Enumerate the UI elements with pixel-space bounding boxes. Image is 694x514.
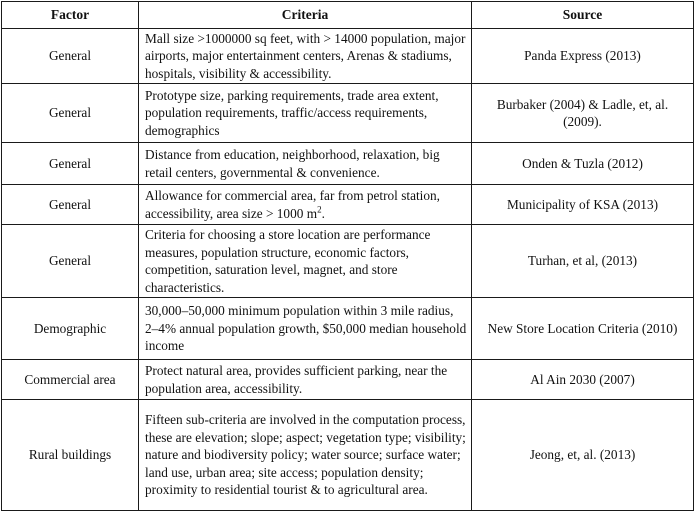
criteria-cell: Mall size >1000000 sq feet, with > 14000 population, major airports, major entertainment centers, Arenas & stadiums, hospitals, visibility & accessibility. — [139, 29, 472, 84]
criteria-cell: Protect natural area, provides sufficient parking, near the population area, accessibility. — [139, 360, 472, 400]
table-row — [2, 360, 694, 400]
source-cell: Al Ain 2030 (2007) — [472, 360, 694, 400]
criteria-cell: 30,000–50,000 minimum population within 3 mile radius, 2–4% annual population growth, $50,000 median household income — [139, 298, 472, 360]
criteria-cell: Distance from education, neighborhood, relaxation, big retail centers, governmental & convenience. — [139, 143, 472, 185]
source-cell: Municipality of KSA (2013) — [472, 185, 694, 225]
header-row — [2, 2, 694, 29]
source-cell: Onden & Tuzla (2012) — [472, 143, 694, 185]
criteria-table — [1, 1, 694, 511]
table-row — [2, 185, 694, 225]
criteria-cell — [139, 185, 472, 225]
table-row — [2, 298, 694, 360]
criteria-cell: Fifteen sub-criteria are involved in the computation process, these are elevation; slope; aspect; vegetation type; visibility; nature and biodiversity policy; water source; surface water; land use, urban area; site access; population density; proximity to residential tourist & to agricultural area. — [139, 400, 472, 511]
factor-cell: Rural buildings — [2, 400, 139, 511]
source-cell: New Store Location Criteria (2010) — [472, 298, 694, 360]
table-row — [2, 143, 694, 185]
factor-cell: General — [2, 84, 139, 143]
header-source: Source — [472, 2, 694, 29]
superscript: 2 — [317, 204, 322, 215]
table-row — [2, 29, 694, 84]
header-factor: Factor — [2, 2, 139, 29]
criteria-cell: Prototype size, parking requirements, trade area extent, population requirements, traffic/access requirements, demographics — [139, 84, 472, 143]
factor-cell: Commercial area — [2, 360, 139, 400]
source-cell: Burbaker (2004) & Ladle, et, al. (2009). — [472, 84, 694, 143]
table-row — [2, 84, 694, 143]
factor-cell: Demographic — [2, 298, 139, 360]
criteria-cell: Criteria for choosing a store location are performance measures, population structure, economic factors, competition, saturation level, magnet, and store characteristics. — [139, 225, 472, 298]
factor-cell: General — [2, 225, 139, 298]
source-cell: Jeong, et, al. (2013) — [472, 400, 694, 511]
header-criteria: Criteria — [139, 2, 472, 29]
criteria-text-end: . — [321, 205, 325, 221]
table-row — [2, 400, 694, 511]
factor-cell: General — [2, 143, 139, 185]
source-cell: Panda Express (2013) — [472, 29, 694, 84]
criteria-text: Allowance for commercial area, far from petrol station, accessibility, area size > 1000 m — [145, 188, 440, 221]
source-cell: Turhan, et al, (2013) — [472, 225, 694, 298]
factor-cell: General — [2, 185, 139, 225]
table-row — [2, 225, 694, 298]
factor-cell: General — [2, 29, 139, 84]
